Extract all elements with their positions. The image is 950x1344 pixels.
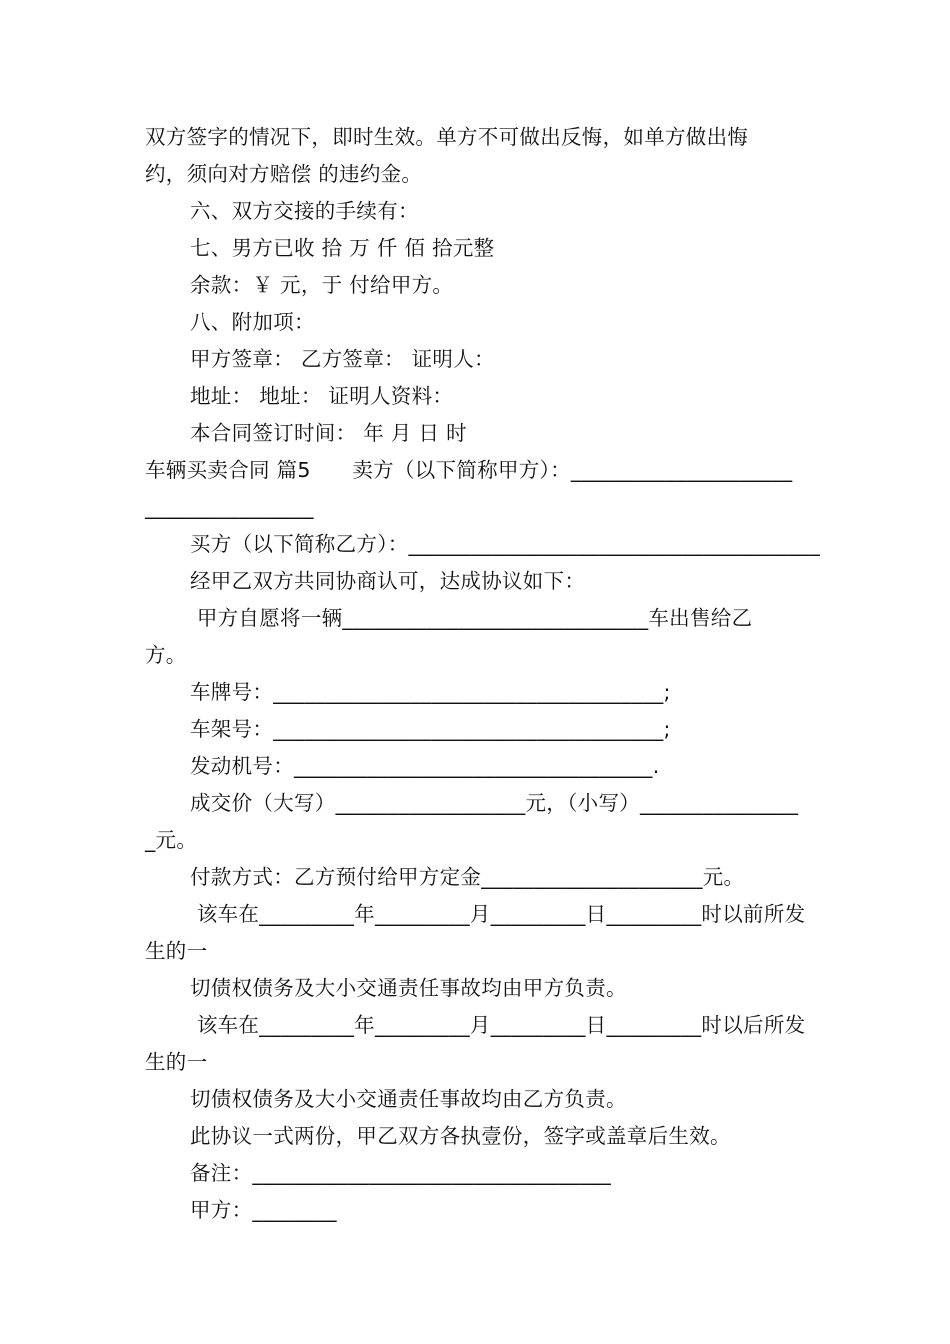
paragraph-line: 切债权债务及大小交通责任事故均由甲方负责。 [190, 976, 627, 1000]
buyer-line: 买方（以下简称乙方）：_______________________________________ [190, 532, 820, 556]
paragraph-line: ________________ [145, 495, 314, 519]
liability-after-line: 该车在_________年_________月_________日_________时以后所发 [190, 1013, 806, 1037]
balance-line: 余款：￥ 元，于 付给甲方。 [190, 273, 454, 297]
clause-six: 六、双方交接的手续有： [190, 199, 419, 223]
signing-time-line: 本合同签订时间： 年 月 日 时 [190, 421, 467, 445]
price-line: 成交价（大写）__________________元，（小写）_______________ [190, 791, 799, 815]
paragraph-line: 切债权债务及大小交通责任事故均由乙方负责。 [190, 1087, 627, 1111]
clause-eight: 八、附加项： [190, 310, 315, 334]
liability-before-line: 该车在_________年_________月_________日_________时以前所发 [190, 902, 806, 926]
paragraph-line: 约，须向对方赔偿 的违约金。 [145, 162, 423, 186]
paragraph-line: 双方签字的情况下，即时生效。单方不可做出反悔，如单方做出悔 [145, 125, 749, 149]
frame-number-line: 车架号：_____________________________________; [190, 717, 671, 741]
plate-number-line: 车牌号：_____________________________________; [190, 680, 671, 704]
paragraph-line: _元。 [145, 828, 198, 852]
paragraph-line: 生的一 [145, 1050, 208, 1074]
vehicle-sale-line: 甲方自愿将一辆_____________________________车出售给乙 [190, 606, 753, 630]
engine-number-line: 发动机号：__________________________________. [190, 754, 660, 778]
payment-method-line: 付款方式：乙方预付给甲方定金_____________________元。 [190, 865, 745, 889]
agreement-intro: 经甲乙双方共同协商认可，达成协议如下： [190, 569, 586, 593]
paragraph-line: 方。 [145, 643, 187, 667]
paragraph-line: 生的一 [145, 939, 208, 963]
address-line: 地址： 地址： 证明人资料： [190, 384, 454, 408]
copies-line: 此协议一式两份，甲乙双方各执壹份，签字或盖章后生效。 [190, 1124, 731, 1148]
remarks-line: 备注：__________________________________ [190, 1161, 612, 1185]
clause-seven: 七、男方已收 拾 万 仟 佰 拾元整 [190, 236, 495, 260]
signature-line: 甲方签章： 乙方签章： 证明人： [190, 347, 495, 371]
section-title-seller: 车辆买卖合同 篇5 卖方（以下简称甲方）：_____________________ [145, 458, 793, 482]
party-a-line: 甲方：________ [190, 1198, 337, 1222]
